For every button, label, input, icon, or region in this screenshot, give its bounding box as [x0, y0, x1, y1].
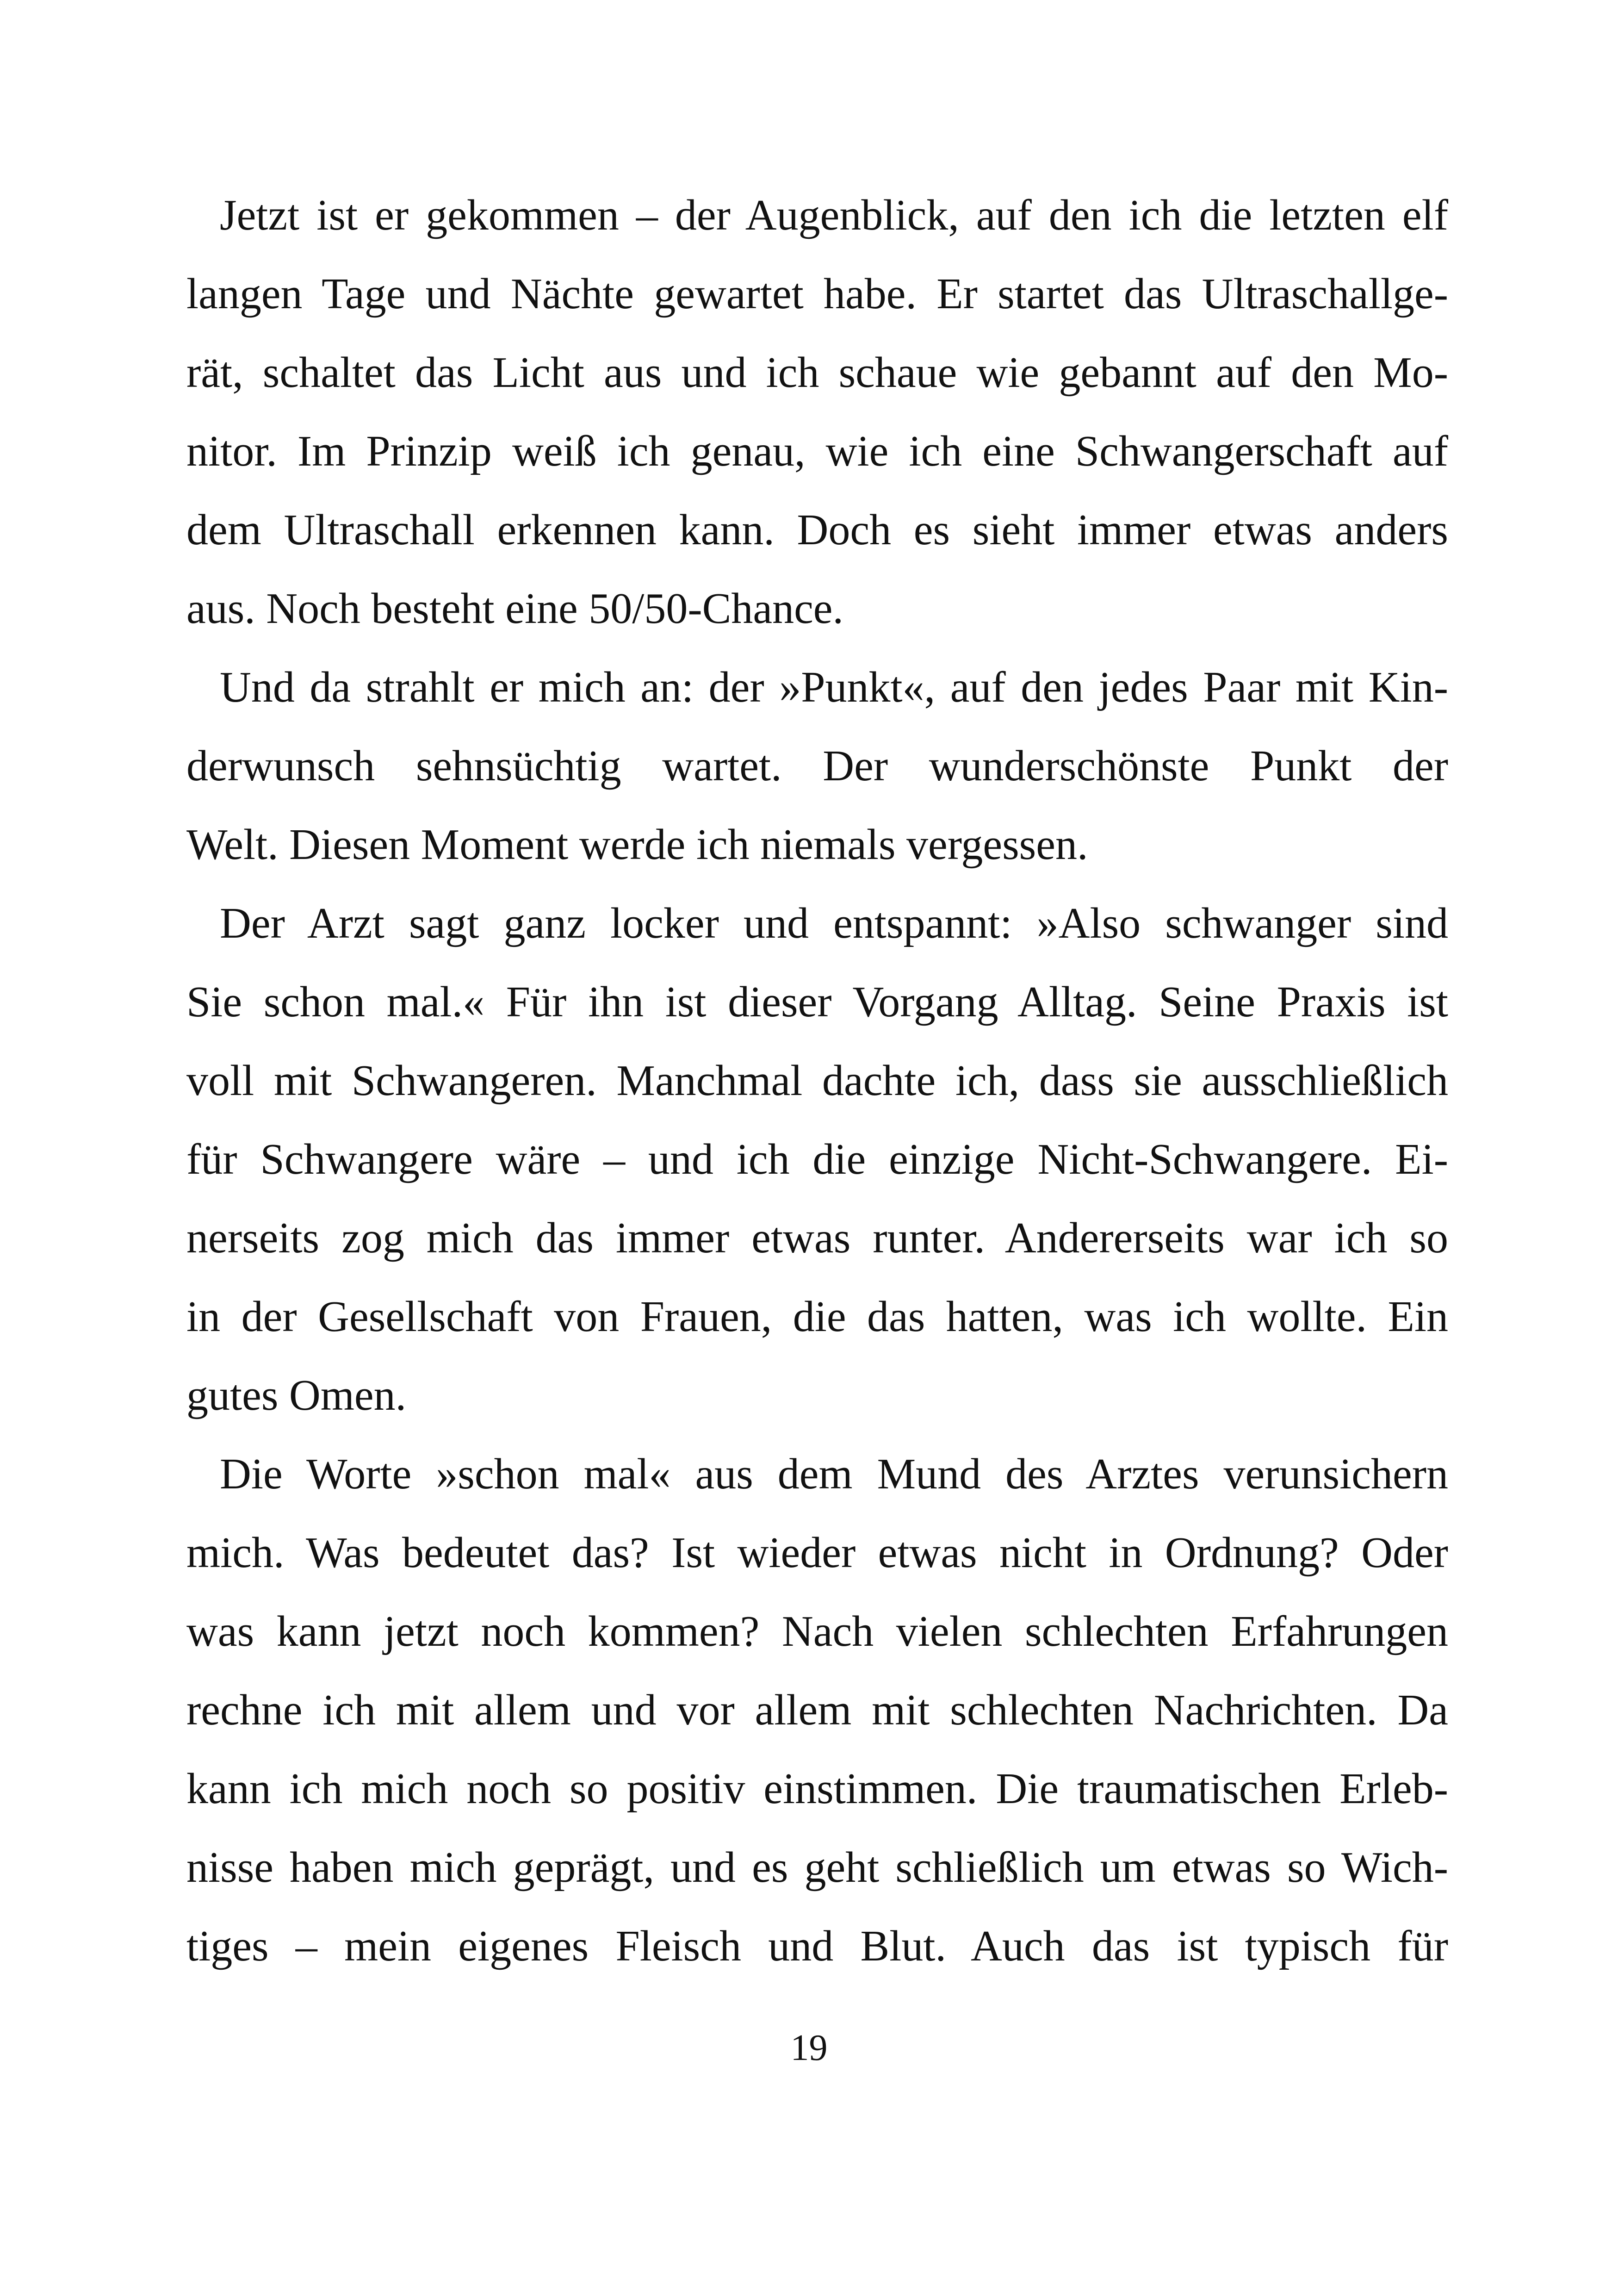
text-line: Welt. Diesen Moment werde ich niemals vergessen. — [186, 821, 1088, 869]
paragraph — [186, 1435, 1448, 1985]
text-line: rät, schaltet das Licht aus und ich schaue wie gebannt auf den Mo- — [186, 348, 1448, 397]
text-line: rechne ich mit allem und vor allem mit schlechten Nachrichten. Da — [186, 1686, 1448, 1734]
text-line: derwunsch sehnsüchtig wartet. Der wunderschönste Punkt der — [186, 742, 1448, 790]
paragraph — [186, 176, 1448, 648]
page-number: 19 — [790, 2028, 828, 2068]
text-line: gutes Omen. — [186, 1371, 407, 1419]
text-line: Und da strahlt er mich an: der »Punkt«, auf den jedes Paar mit Kin- — [220, 663, 1448, 711]
paragraph — [186, 648, 1448, 884]
text-line: nisse haben mich geprägt, und es geht schließlich um etwas so Wich- — [186, 1843, 1448, 1892]
text-line: aus. Noch besteht eine 50/50-Chance. — [186, 585, 844, 633]
text-line: langen Tage und Nächte gewartet habe. Er startet das Ultraschallge- — [186, 270, 1448, 318]
paragraph — [186, 884, 1448, 1435]
text-line: was kann jetzt noch kommen? Nach vielen schlechten Erfahrungen — [186, 1607, 1448, 1655]
text-line: Sie schon mal.« Für ihn ist dieser Vorgang Alltag. Seine Praxis ist — [186, 978, 1448, 1026]
text-line: kann ich mich noch so positiv einstimmen. Die traumatischen Erleb- — [186, 1765, 1448, 1813]
text-line: voll mit Schwangeren. Manchmal dachte ich, dass sie ausschließlich — [186, 1057, 1448, 1105]
text-line: nitor. Im Prinzip weiß ich genau, wie ich eine Schwangerschaft auf — [186, 427, 1448, 475]
text-line: Jetzt ist er gekommen – der Augenblick, auf den ich die letzten elf — [220, 191, 1448, 239]
text-line: für Schwangere wäre – und ich die einzige Nicht-Schwangere. Ei- — [186, 1135, 1448, 1183]
text-line: Die Worte »schon mal« aus dem Mund des Arztes verunsichern — [220, 1450, 1448, 1498]
text-line: nerseits zog mich das immer etwas runter. Andererseits war ich so — [186, 1214, 1448, 1262]
text-line: tiges – mein eigenes Fleisch und Blut. Auch das ist typisch für — [186, 1922, 1448, 1970]
text-line: Der Arzt sagt ganz locker und entspannt: »Also schwanger sind — [220, 899, 1448, 947]
text-line: mich. Was bedeutet das? Ist wieder etwas nicht in Ordnung? Oder — [186, 1529, 1448, 1577]
text-line: dem Ultraschall erkennen kann. Doch es sieht immer etwas anders — [186, 506, 1448, 554]
body-text — [186, 176, 1448, 1985]
text-line: in der Gesellschaft von Frauen, die das hatten, was ich wollte. Ein — [186, 1293, 1448, 1341]
